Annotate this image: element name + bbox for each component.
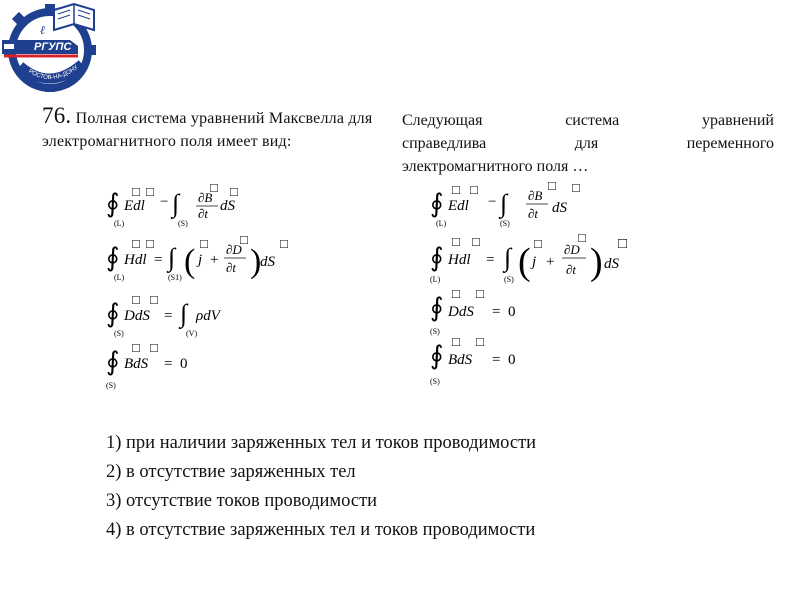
svg-text:=: = [492,304,501,320]
svg-text:□: □ [476,334,484,349]
svg-text:0: 0 [508,352,516,368]
svg-text:Hdl: Hdl [124,252,147,268]
svg-text:∂D: ∂D [564,242,580,257]
svg-text:Edl: Edl [448,198,469,214]
svg-text:): ) [250,243,262,280]
svg-text:(S): (S) [178,219,188,228]
svg-text:(L): (L) [436,219,447,228]
book-icon [54,4,94,30]
answer-option-2[interactable]: 2) в отсутствие заряженных тел [106,462,356,482]
svg-text:(S): (S) [430,377,440,386]
svg-text:=: = [492,352,501,368]
equation-faraday-variant [430,178,580,228]
svg-text:∮: ∮ [106,189,120,218]
svg-text:ρdV: ρdV [196,308,220,324]
svg-text:□: □ [210,180,218,195]
svg-text:∂t: ∂t [198,206,209,221]
svg-text:∂D: ∂D [226,242,242,257]
equations-variant [428,178,648,398]
svg-text:□: □ [240,232,248,247]
answer-list [106,429,786,545]
svg-text:DdS: DdS [448,304,474,320]
svg-text:□: □ [230,184,238,199]
logo-text: РГУПС [34,41,72,53]
equation-ampere-variant [430,230,627,284]
svg-text:□: □ [150,340,158,355]
svg-text:∂B: ∂B [198,190,213,205]
question-right [402,109,774,178]
svg-text:(S): (S) [430,327,440,336]
svg-text:□: □ [146,184,154,199]
svg-text:(S): (S) [500,219,510,228]
svg-text:□: □ [132,236,140,251]
svg-text:j: j [198,252,203,268]
equations-full [104,182,304,392]
question-right-line-3: электромагнитного поля … [402,158,589,175]
svg-text:(V): (V) [186,329,198,338]
svg-text:∮: ∮ [430,243,444,272]
svg-text:□: □ [452,182,460,197]
svg-text:(S): (S) [504,275,514,284]
question-right-line-1: Следующая система уравнений [402,112,774,129]
question-right-line-2: справедлива для переменного [402,135,774,152]
svg-text:□: □ [476,286,484,301]
svg-text:∫: ∫ [500,189,508,218]
svg-text:∮: ∮ [106,243,120,272]
svg-text:□: □ [150,292,158,307]
svg-text:□: □ [452,334,460,349]
svg-text:∮: ∮ [430,293,444,322]
svg-text:□: □ [452,286,460,301]
svg-text:dS: dS [260,254,275,270]
svg-text:=: = [164,356,173,372]
svg-text:□: □ [132,184,140,199]
svg-text:=: = [164,308,173,324]
svg-text:BdS: BdS [124,356,149,372]
svg-text:): ) [590,241,603,283]
svg-text:0: 0 [180,356,188,372]
svg-text:□: □ [200,236,208,251]
equation-faraday [106,180,238,228]
svg-text:∮: ∮ [430,341,444,370]
svg-text:□: □ [470,182,478,197]
svg-text:∫: ∫ [180,299,188,328]
svg-text:□: □ [548,178,556,193]
equation-gauss-d [106,292,222,338]
svg-text:∫: ∫ [504,243,512,272]
svg-text:□: □ [534,236,542,251]
svg-text:□: □ [572,180,580,195]
svg-text:□: □ [452,234,460,249]
rgups-logo [0,0,100,92]
svg-text:(: ( [518,241,531,283]
svg-text:∂t: ∂t [566,262,577,277]
svg-text:−: − [488,194,497,210]
svg-text:∂t: ∂t [226,260,237,275]
svg-text:DdS: DdS [124,308,150,324]
svg-text:dS: dS [552,200,567,216]
svg-text:□: □ [146,236,154,251]
svg-text:□: □ [132,292,140,307]
svg-text:∂B: ∂B [528,188,543,203]
svg-text:□: □ [472,234,480,249]
equation-gauss-b [106,340,188,390]
svg-text:=: = [486,252,495,268]
svg-text:−: − [160,194,169,210]
svg-text:+: + [546,254,555,270]
svg-text:+: + [210,252,219,268]
svg-text:Edl: Edl [124,198,145,214]
question-number: 76. [42,103,72,128]
svg-text:∫: ∫ [172,189,180,218]
equation-gauss-d-variant [430,286,516,336]
svg-text:(S): (S) [106,381,116,390]
answer-option-4[interactable]: 4) в отсутствие заряженных тел и токов проводимости [106,520,536,540]
svg-text:□: □ [578,230,586,245]
svg-text:(L): (L) [114,219,125,228]
svg-text:(: ( [184,243,196,280]
svg-text:∮: ∮ [106,299,120,328]
svg-text:∮: ∮ [430,189,444,218]
svg-text:j: j [532,254,537,270]
svg-text:(L): (L) [430,275,441,284]
svg-text:=: = [154,252,163,268]
answer-option-1[interactable]: 1) при наличии заряженных тел и токов проводимости [106,433,537,453]
equation-gauss-b-variant [430,334,516,386]
equation-ampere [106,232,288,282]
svg-text:(S1): (S1) [168,273,182,282]
svg-text:□: □ [280,236,288,251]
svg-text:□: □ [132,340,140,355]
svg-text:∮: ∮ [106,347,120,376]
answer-option-3[interactable]: 3) отсутствие токов проводимости [106,491,378,511]
svg-text:□: □ [618,236,628,252]
svg-text:∫: ∫ [168,243,176,272]
svg-text:BdS: BdS [448,352,473,368]
svg-text:∂t: ∂t [528,206,539,221]
question-left [42,104,374,153]
svg-text:0: 0 [508,304,516,320]
logo-ring-text: РОСТОВ-НА-ДОНУ [27,64,80,82]
svg-text:Hdl: Hdl [448,252,471,268]
svg-text:ℓ: ℓ [40,23,45,37]
svg-text:(L): (L) [114,273,125,282]
svg-text:(S): (S) [114,329,124,338]
svg-text:dS: dS [220,198,235,214]
svg-text:dS: dS [604,256,619,272]
question-left-text: Полная система уравнений Максвелла для электромагнитного поля имеет вид: [42,110,373,150]
